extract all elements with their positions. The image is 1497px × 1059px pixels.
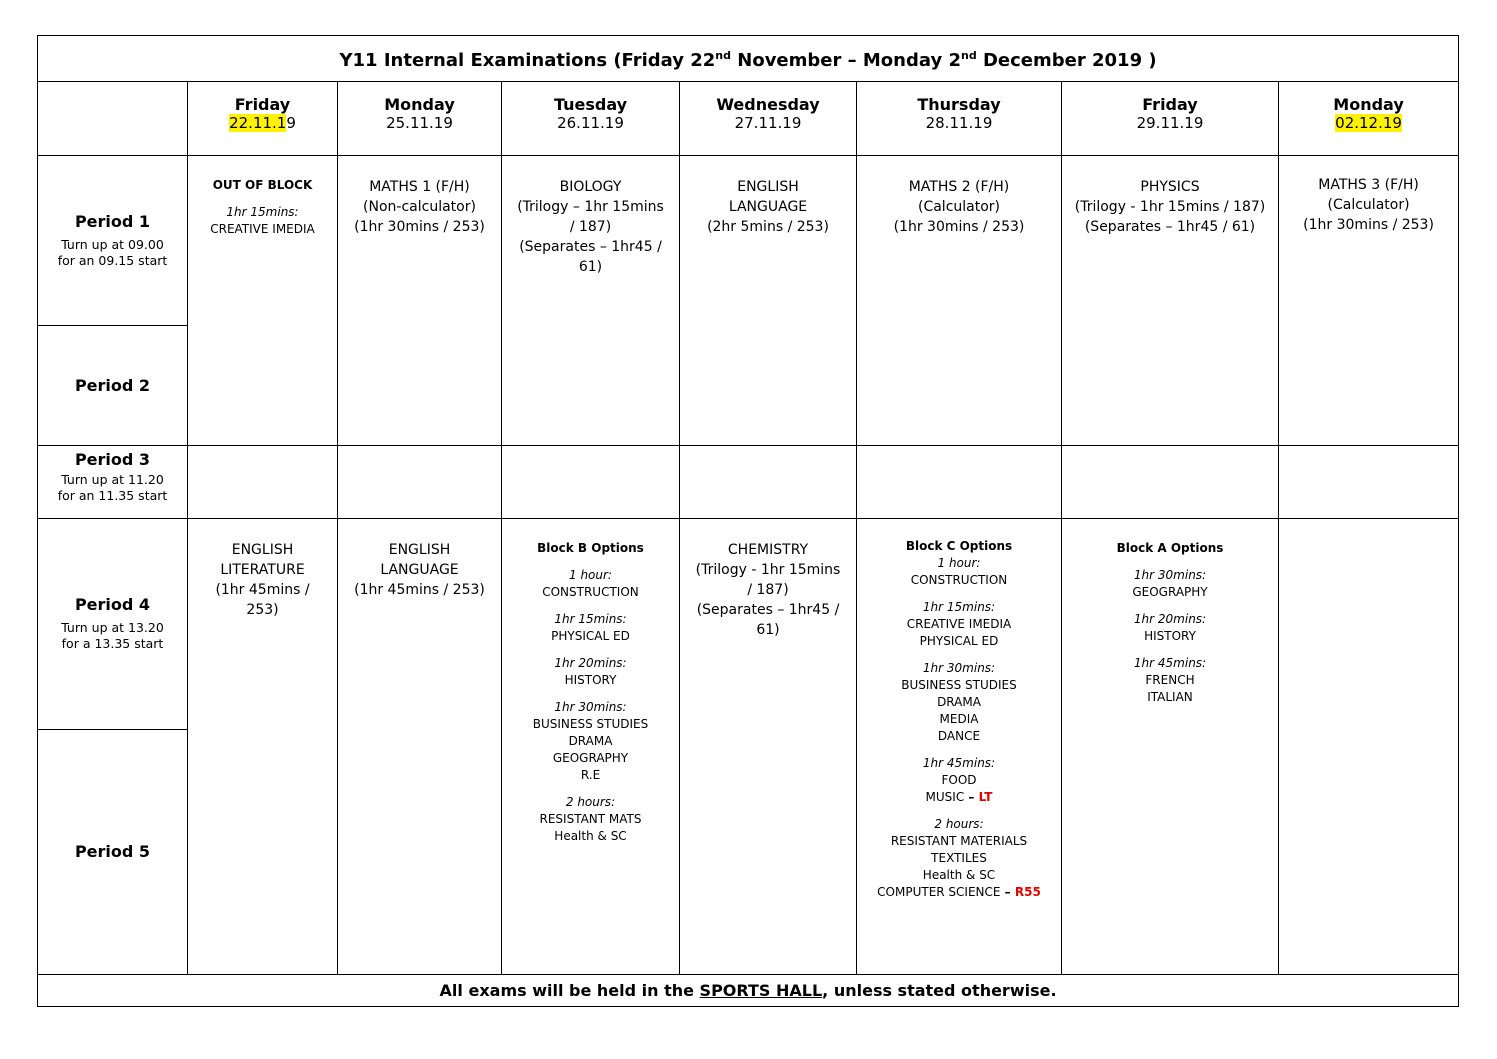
period-5-label: Period 5 bbox=[38, 730, 188, 975]
room-label-r55: R55 bbox=[1014, 885, 1041, 899]
exam-slot-afternoon: ENGLISH LITERATURE (1hr 45mins / 253) bbox=[188, 519, 338, 975]
exam-slot-afternoon: CHEMISTRY (Trilogy - 1hr 15mins / 187) (Separates – 1hr45 / 61) bbox=[680, 519, 857, 975]
day-header: Friday 29.11.19 bbox=[1062, 82, 1279, 156]
day-header: Thursday 28.11.19 bbox=[857, 82, 1062, 156]
exam-slot-afternoon: Block C Options 1 hour: CONSTRUCTION 1hr 15mins: CREATIVE IMEDIA PHYSICAL ED 1hr 30mins: BUSINESS STUDIES DRAMA MEDIA DANCE 1hr 45mins: FOOD MUSIC – LT 2 hours: RESISTANT MATERIALS TEXTILES Health & SC COMPUTER SCIENCE – R55 bbox=[857, 519, 1062, 975]
period-2-label: Period 2 bbox=[38, 326, 188, 446]
exam-timetable bbox=[37, 35, 1459, 1007]
exam-slot-morning: MATHS 1 (F/H) (Non-calculator) (1hr 30mins / 253) bbox=[338, 156, 502, 446]
exam-slot-morning: ENGLISH LANGUAGE (2hr 5mins / 253) bbox=[680, 156, 857, 446]
exam-slot-morning: PHYSICS (Trilogy - 1hr 15mins / 187) (Separates – 1hr45 / 61) bbox=[1062, 156, 1279, 446]
exam-slot-afternoon: ENGLISH LANGUAGE (1hr 45mins / 253) bbox=[338, 519, 502, 975]
exam-slot-afternoon: Block B Options 1 hour: CONSTRUCTION 1hr 15mins: PHYSICAL ED 1hr 20mins: HISTORY 1hr 30mins: BUSINESS STUDIES DRAMA GEOGRAPHY R.E 2 hours: RESISTANT MATS Health & SC bbox=[502, 519, 680, 975]
day-header: Friday 22.11.19 bbox=[188, 82, 338, 156]
exam-slot-empty bbox=[1279, 446, 1459, 519]
exam-slot-empty bbox=[680, 446, 857, 519]
venue-notice: All exams will be held in the SPORTS HALL, unless stated otherwise. bbox=[38, 975, 1459, 1007]
exam-slot-empty bbox=[1279, 519, 1459, 975]
exam-slot-empty bbox=[857, 446, 1062, 519]
period-4-label: Period 4 Turn up at 13.20 for a 13.35 start bbox=[38, 519, 188, 730]
exam-slot-empty bbox=[188, 446, 338, 519]
exam-slot-afternoon: Block A Options 1hr 30mins: GEOGRAPHY 1hr 20mins: HISTORY 1hr 45mins: FRENCH ITALIAN bbox=[1062, 519, 1279, 975]
corner-cell bbox=[38, 82, 188, 156]
day-header: Wednesday 27.11.19 bbox=[680, 82, 857, 156]
period-3-label: Period 3 Turn up at 11.20 for an 11.35 start bbox=[38, 446, 188, 519]
exam-slot-empty bbox=[1062, 446, 1279, 519]
day-header: Monday 02.12.19 bbox=[1279, 82, 1459, 156]
day-header: Monday 25.11.19 bbox=[338, 82, 502, 156]
exam-slot-empty bbox=[502, 446, 680, 519]
exam-slot-morning: OUT OF BLOCK 1hr 15mins: CREATIVE IMEDIA bbox=[188, 156, 338, 446]
day-header: Tuesday 26.11.19 bbox=[502, 82, 680, 156]
exam-slot-morning: BIOLOGY (Trilogy – 1hr 15mins / 187) (Separates – 1hr45 / 61) bbox=[502, 156, 680, 446]
period-1-label: Period 1 Turn up at 09.00 for an 09.15 start bbox=[38, 156, 188, 326]
exam-slot-morning: MATHS 2 (F/H) (Calculator) (1hr 30mins / 253) bbox=[857, 156, 1062, 446]
timetable-title: Y11 Internal Examinations (Friday 22nd November – Monday 2nd December 2019 ) bbox=[38, 36, 1459, 82]
exam-slot-empty bbox=[338, 446, 502, 519]
room-label-lt: LT bbox=[978, 790, 993, 804]
exam-slot-morning: MATHS 3 (F/H) (Calculator) (1hr 30mins / 253) bbox=[1279, 156, 1459, 446]
